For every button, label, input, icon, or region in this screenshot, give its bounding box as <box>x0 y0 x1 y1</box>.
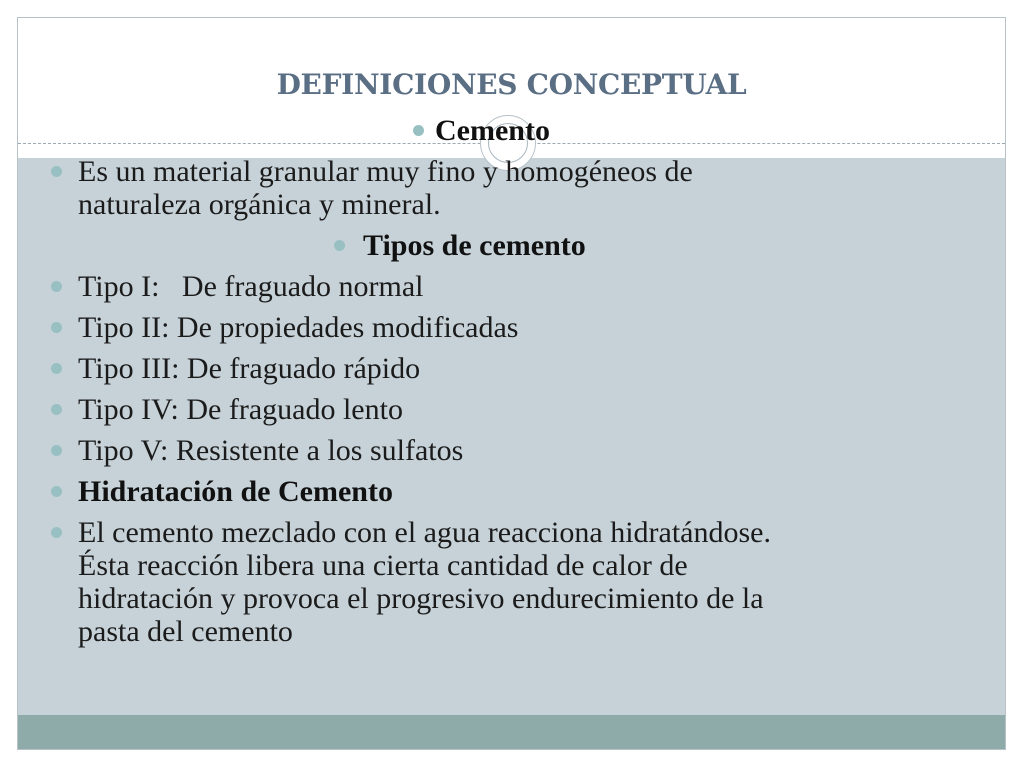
item-text: El cemento mezclado con el agua reacciona hidratándose. <box>78 516 771 549</box>
item-text: Tipo I: De fraguado normal <box>78 270 424 303</box>
slide-title: DEFINICIONES CONCEPTUAL <box>276 68 747 101</box>
item-text: Tipo II: De propiedades modificadas <box>78 311 519 344</box>
bullet-icon <box>51 486 62 497</box>
bullet-icon <box>413 125 424 136</box>
bullet-icon <box>51 166 62 177</box>
bullet-icon <box>334 240 345 251</box>
bullet-icon <box>51 322 62 333</box>
bullet-icon <box>51 527 62 538</box>
bullet-icon <box>51 363 62 374</box>
slide <box>17 17 1006 750</box>
item-text: hidratación y provoca el progresivo endurecimiento de la <box>78 582 764 615</box>
bullet-icon <box>51 281 62 292</box>
item-text: Es un material granular muy fino y homogéneos de <box>78 155 693 188</box>
item-text: pasta del cemento <box>78 615 293 648</box>
item-text: Tipo IV: De fraguado lento <box>78 393 403 426</box>
bullet-icon <box>51 404 62 415</box>
item-text: Hidratación de Cemento <box>78 475 393 508</box>
item-text: Tipo V: Resistente a los sulfatos <box>78 434 464 467</box>
item-text: Ésta reacción libera una cierta cantidad de calor de <box>78 549 688 582</box>
slide-content <box>18 18 1005 749</box>
item-text: Tipo III: De fraguado rápido <box>78 352 421 385</box>
item-text: Tipos de cemento <box>363 229 586 262</box>
bullet-icon <box>51 445 62 456</box>
item-text: Cemento <box>435 114 550 147</box>
item-text: naturaleza orgánica y mineral. <box>78 188 441 221</box>
